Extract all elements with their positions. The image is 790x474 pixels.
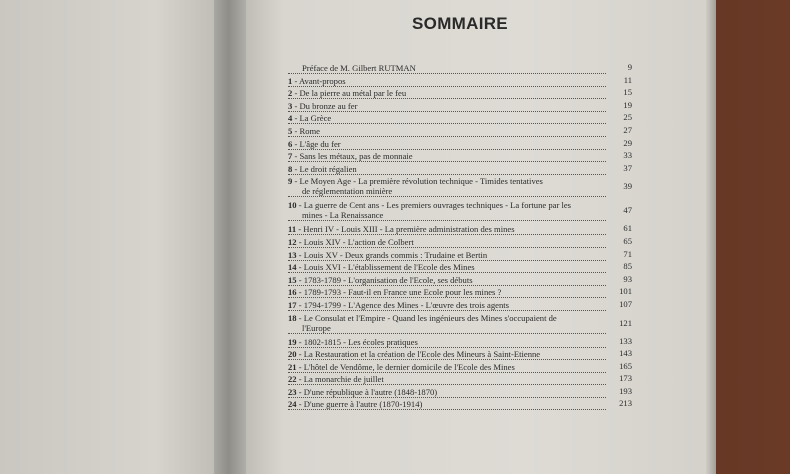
- page-number: 11: [623, 74, 632, 85]
- toc-entry-title: 15 - 1783-1789 - L'organisation de l'Ecole, ses débuts: [288, 275, 606, 286]
- toc-entry-text: [288, 101, 606, 112]
- page-number: 107: [619, 298, 632, 309]
- toc-entry-title: 20 - La Restauration et la création de l'Ecole des Mineurs à Saint-Etienne: [288, 349, 606, 360]
- toc-entry: [288, 163, 634, 176]
- toc-entry-title: 16 - 1789-1793 - Faut-il en France une Ecole pour les mines ?: [288, 287, 606, 298]
- page-number: 29: [623, 137, 632, 148]
- page-number: 33: [623, 150, 632, 161]
- toc-entry: [288, 199, 634, 223]
- chapter-number: 6: [288, 138, 293, 149]
- book-gutter: [214, 0, 250, 474]
- chapter-title-continued: de réglementation minière: [288, 186, 606, 197]
- toc-entry-text: [288, 275, 606, 286]
- chapter-number: 5: [288, 125, 293, 136]
- page-number: 165: [619, 360, 632, 371]
- chapter-number: 13: [288, 249, 297, 260]
- chapter-number: 8: [288, 163, 293, 174]
- page-number: 47: [623, 205, 632, 216]
- toc-entry-text: [288, 200, 606, 221]
- toc-entry-text: [288, 399, 606, 410]
- chapter-number: 10: [288, 200, 297, 211]
- chapter-number: 23: [288, 386, 297, 397]
- toc-entry: [288, 223, 634, 236]
- toc-entry: [288, 274, 634, 287]
- chapter-title: Le Moyen Age - La première révolution technique - Timides tentatives: [299, 176, 543, 187]
- chapter-number: 19: [288, 336, 297, 347]
- chapter-title: Le Consulat et l'Empire - Quand les ingénieurs des Mines s'occupaient de: [303, 312, 557, 323]
- toc-entry-text: [288, 300, 606, 311]
- chapter-number: 2: [288, 88, 293, 99]
- toc-entry: [288, 361, 634, 374]
- page-number: 65: [623, 235, 632, 246]
- chapter-title: La Restauration et la création de l'Ecole des Mineurs à Saint-Etienne: [303, 349, 541, 360]
- chapter-title: Sans les métaux, pas de monnaie: [299, 151, 413, 162]
- chapter-number: 3: [288, 100, 293, 111]
- toc-entry-title: 1 - Avant-propos: [288, 76, 606, 87]
- page-number: 9: [627, 62, 632, 72]
- toc-entry: [288, 398, 634, 411]
- toc-entry-text: [288, 313, 606, 334]
- page-number: 25: [623, 112, 632, 123]
- toc-entry: [288, 62, 634, 75]
- chapter-title: Louis XVI - L'établissement de l'Ecole des Mines: [303, 262, 475, 273]
- toc-entry-text: [288, 250, 606, 261]
- toc-entry: [288, 87, 634, 100]
- toc-entry-text: [288, 63, 606, 74]
- toc-entry-text: [288, 387, 606, 398]
- page-edge: [706, 0, 716, 474]
- page-number: 121: [619, 317, 632, 328]
- toc-entry: [288, 100, 634, 113]
- toc-entry: [288, 373, 634, 386]
- page-number: 101: [619, 286, 632, 297]
- toc-entry-title: 24 - D'une guerre à l'autre (1870-1914): [288, 399, 606, 410]
- toc-entry-title: 21 - L'hôtel de Vendôme, le dernier domicile de l'Ecole des Mines: [288, 362, 606, 373]
- chapter-title: L'âge du fer: [299, 138, 341, 149]
- chapter-title: 1789-1793 - Faut-il en France une Ecole pour les mines ?: [303, 287, 502, 298]
- toc-entry: [288, 138, 634, 151]
- toc-entry-title: 13 - Louis XV - Deux grands commis : Trudaine et Bertin: [288, 250, 606, 261]
- page-number: 19: [623, 99, 632, 110]
- toc-entry-title: 23 - D'une république à l'autre (1848-1870): [288, 387, 606, 398]
- chapter-title: La monarchie de juillet: [303, 374, 384, 385]
- chapter-number: 20: [288, 349, 297, 360]
- page-number: 193: [619, 385, 632, 396]
- page-number: 71: [623, 248, 632, 259]
- toc-entry: [288, 249, 634, 262]
- toc-entry-title: 14 - Louis XVI - L'établissement de l'Ecole des Mines: [288, 262, 606, 273]
- toc-entry: [288, 150, 634, 163]
- page-number: 37: [623, 162, 632, 173]
- toc-entry-text: [288, 287, 606, 298]
- toc-entry: [288, 348, 634, 361]
- toc-entry-title: 2 - De la pierre au métal par le feu: [288, 88, 606, 99]
- toc-entry-title: 19 - 1802-1815 - Les écoles pratiques: [288, 337, 606, 348]
- chapter-number: 22: [288, 374, 297, 385]
- toc-entry-text: [288, 139, 606, 150]
- toc-entry-text: [288, 113, 606, 124]
- chapter-title: La guerre de Cent ans - Les premiers ouvrages techniques - La fortune par les: [303, 200, 572, 211]
- chapter-number: 14: [288, 262, 297, 273]
- toc-entry: [288, 125, 634, 138]
- toc-entry: [288, 261, 634, 274]
- toc-entry: [288, 286, 634, 299]
- toc-entry-title: 7 - Sans les métaux, pas de monnaie: [288, 151, 606, 162]
- chapter-title: 1783-1789 - L'organisation de l'Ecole, ses débuts: [303, 274, 473, 285]
- toc-entry: [288, 299, 634, 312]
- toc-entry-text: [288, 362, 606, 373]
- page-number: 15: [623, 87, 632, 98]
- left-page: [0, 0, 222, 474]
- toc-entry: [288, 112, 634, 125]
- chapter-number: 12: [288, 236, 297, 247]
- toc-entry-title: 11 - Henri IV - Louis XIII - La première administration des mines: [288, 224, 606, 235]
- chapter-title-continued: l'Europe: [288, 323, 606, 334]
- toc-entry-title: 10 - La guerre de Cent ans - Les premiers ouvrages techniques - La fortune par les: [288, 200, 572, 211]
- toc-entry: [288, 312, 634, 336]
- toc-entry-title: 4 - La Grèce: [288, 113, 606, 124]
- toc-entry-title: 17 - 1794-1799 - L'Agence des Mines - L'œuvre des trois agents: [288, 300, 606, 311]
- chapter-title: Louis XIV - L'action de Colbert: [303, 236, 414, 247]
- chapter-title: L'hôtel de Vendôme, le dernier domicile de l'Ecole des Mines: [303, 361, 515, 372]
- toc-entry-text: [288, 126, 606, 137]
- page-number: 173: [619, 373, 632, 384]
- page-number: 61: [623, 223, 632, 234]
- toc-entry-title: 3 - Du bronze au fer: [288, 101, 606, 112]
- toc-entry: [288, 236, 634, 249]
- toc-entry-text: [288, 224, 606, 235]
- chapter-title: D'une république à l'autre (1848-1870): [303, 386, 438, 397]
- toc-entry-text: [288, 349, 606, 360]
- chapter-title: La Grèce: [299, 113, 332, 124]
- table-of-contents: [288, 62, 634, 411]
- page-number: 133: [619, 335, 632, 346]
- chapter-title: 1802-1815 - Les écoles pratiques: [303, 336, 418, 347]
- chapter-number: 16: [288, 287, 297, 298]
- toc-entry-title: 9 - Le Moyen Age - La première révolution technique - Timides tentatives: [288, 176, 543, 187]
- chapter-number: 4: [288, 113, 293, 124]
- page-number: 39: [623, 181, 632, 192]
- toc-entry-text: [288, 88, 606, 99]
- page-number: 213: [619, 398, 632, 409]
- chapter-title: Louis XV - Deux grands commis : Trudaine et Bertin: [303, 249, 488, 260]
- toc-entry-text: [288, 76, 606, 87]
- chapter-title: Du bronze au fer: [299, 100, 358, 111]
- toc-entry-title: 12 - Louis XIV - L'action de Colbert: [288, 237, 606, 248]
- toc-entry-title: [288, 63, 606, 74]
- toc-entry-text: [288, 237, 606, 248]
- chapter-number: 15: [288, 274, 297, 285]
- page-number: 27: [623, 124, 632, 135]
- toc-entry-text: [288, 262, 606, 273]
- chapter-number: 18: [288, 312, 297, 323]
- page-number: 85: [623, 261, 632, 272]
- toc-entry-text: [288, 151, 606, 162]
- toc-entry: [288, 175, 634, 199]
- toc-entry-text: [288, 164, 606, 175]
- toc-entry: [288, 336, 634, 349]
- chapter-title-continued: mines - La Renaissance: [288, 210, 606, 221]
- chapter-number: 7: [288, 151, 293, 162]
- chapter-title: De la pierre au métal par le feu: [299, 88, 407, 99]
- toc-entry-text: [288, 374, 606, 385]
- toc-entry: [288, 386, 634, 399]
- toc-entry: [288, 75, 634, 88]
- chapter-title: Henri IV - Louis XIII - La première administration des mines: [303, 224, 515, 235]
- chapter-number: 9: [288, 176, 293, 187]
- toc-entry-text: [288, 176, 606, 197]
- page-title: SOMMAIRE: [412, 14, 508, 33]
- toc-entry-title: 5 - Rome: [288, 126, 606, 137]
- chapter-title: 1794-1799 - L'Agence des Mines - L'œuvre des trois agents: [303, 299, 510, 310]
- page-number: 143: [619, 348, 632, 359]
- toc-entry-title: 8 - Le droit régalien: [288, 164, 606, 175]
- chapter-title: Le droit régalien: [299, 163, 357, 174]
- chapter-number: 17: [288, 299, 297, 310]
- chapter-title: Rome: [299, 125, 320, 136]
- chapter-number: 24: [288, 399, 297, 410]
- chapter-title: Avant-propos: [298, 75, 346, 86]
- toc-entry-text: [288, 337, 606, 348]
- chapter-number: 21: [288, 361, 297, 372]
- chapter-number: 1: [288, 75, 293, 86]
- chapter-title: D'une guerre à l'autre (1870-1914): [303, 399, 423, 410]
- toc-entry-title: 18 - Le Consulat et l'Empire - Quand les ingénieurs des Mines s'occupaient de: [288, 312, 557, 323]
- chapter-title: Préface de M. Gilbert RUTMAN: [302, 63, 416, 73]
- page-number: 93: [623, 273, 632, 284]
- chapter-number: 11: [288, 224, 297, 235]
- toc-entry-title: 22 - La monarchie de juillet: [288, 374, 606, 385]
- toc-entry-title: 6 - L'âge du fer: [288, 139, 606, 150]
